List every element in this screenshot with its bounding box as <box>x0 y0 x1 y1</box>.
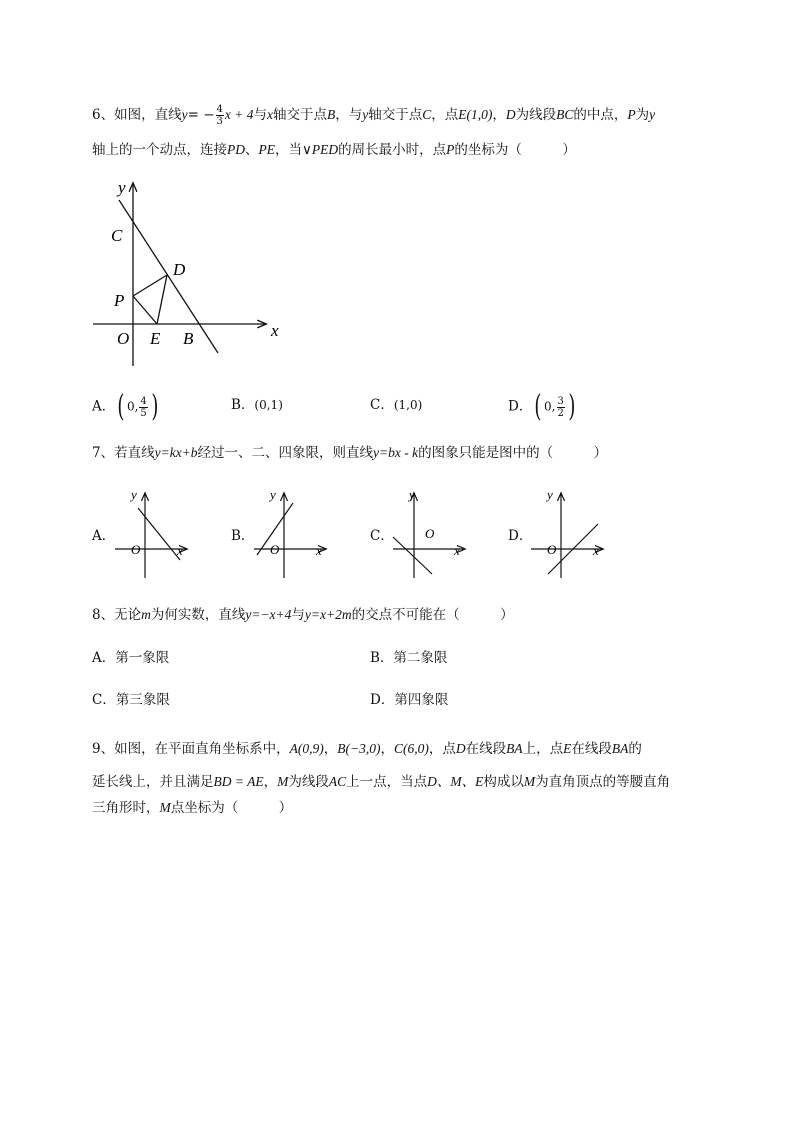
q9-l1-a: 9、如图，在平面直角坐标系中， <box>92 741 290 757</box>
q9-l2-b: ， <box>263 774 278 790</box>
q7-d-x: x <box>593 543 599 558</box>
q7-c-y: y <box>409 488 415 502</box>
q7-a-x: x <box>177 543 183 558</box>
q6-option-a-frac <box>139 396 147 419</box>
q6-figure <box>88 178 288 368</box>
q6-line2-e: 的坐标为（ ） <box>454 142 576 158</box>
q9-BA: BA <box>506 741 523 756</box>
q9-l1-h: 的 <box>628 741 642 757</box>
q7-a-line <box>138 508 180 560</box>
q6-eq-minus: = − <box>187 107 215 123</box>
q9-l2-c: 为线段 <box>288 774 329 790</box>
q7-d-o: O <box>547 542 557 557</box>
q7-option-b-letter: B． <box>231 528 255 544</box>
q6-t3: ，与 <box>335 107 363 123</box>
q9-l1-g: 在线段 <box>571 741 612 757</box>
q6-triangle: ∨PED <box>302 142 339 157</box>
q8-option-d: D．第四象限 <box>370 692 449 708</box>
q6-option-c <box>370 394 422 416</box>
q7-line <box>92 442 607 464</box>
q6-frac-num: 4 <box>216 104 223 115</box>
q7-option-d-letter: D． <box>508 528 533 544</box>
q6-option-a-den: 5 <box>140 407 147 419</box>
q6-y-var: y <box>362 107 369 122</box>
q7-option-a-letter: A． <box>92 528 116 544</box>
q9-line1 <box>92 738 642 760</box>
q8-option-b: B．第二象限 <box>370 650 448 666</box>
q7-eq1: y=kx+b <box>154 445 198 460</box>
q7-mid: 经过一、二、四象限，则直线 <box>197 445 374 461</box>
q7-a-o: O <box>131 542 141 557</box>
q6-option-a-num: 4 <box>140 395 147 407</box>
q6-line2 <box>92 139 576 161</box>
q6-line2-d: 的周长最小时，点 <box>338 142 447 158</box>
q7-option-c-letter: C． <box>370 528 394 544</box>
q6-x-var: x <box>267 107 273 122</box>
q9-eq: BD = AE <box>213 774 264 789</box>
q7-graph-d <box>526 488 606 580</box>
q6-fig-x-label: x <box>271 321 279 340</box>
q6-t9: 为 <box>635 107 650 123</box>
q6-t5: ，点 <box>431 107 459 123</box>
q6-P2: P <box>446 142 455 157</box>
q6-t4: 轴交于点 <box>368 107 423 123</box>
q6-PD: PD <box>227 142 245 157</box>
q6-frac-den: 3 <box>216 116 223 127</box>
q6-fig-B: B <box>183 329 194 348</box>
q6-option-d-frac <box>557 396 565 419</box>
q6-fraction <box>216 104 224 127</box>
q6-segment-ed <box>157 275 167 324</box>
q6-t8: 的中点， <box>573 107 628 123</box>
q6-fig-C: C <box>111 226 123 245</box>
q7-c-o: O <box>425 526 435 541</box>
q6-E-point: E(1,0) <box>458 107 493 122</box>
q6-option-d: D．( 0, $\frac{3}{2}$ ) <box>508 389 576 424</box>
q6-fig-O: O <box>117 329 130 348</box>
q7-eq2: y=bx - k <box>373 445 419 460</box>
q7-a-y: y <box>131 488 137 502</box>
q9-M2: M <box>523 774 536 789</box>
q8-option-c: C．第三象限 <box>92 692 170 708</box>
q6-line2-b: 、 <box>245 142 259 158</box>
q9-line3 <box>92 797 292 819</box>
q6-B: B <box>327 107 336 122</box>
q9-A: A(0,9) <box>289 741 324 756</box>
q9-l1-c: ， <box>380 741 394 757</box>
q8-line <box>92 604 514 626</box>
q6-t7: 为线段 <box>515 107 557 123</box>
q9-l3-b: 点坐标为（ ） <box>170 800 293 816</box>
q6-fig-y-label: y <box>118 178 126 197</box>
q9-l2-d: 上一点，当点 <box>346 774 428 790</box>
q6-segment-pe <box>133 296 157 324</box>
q6-P: P <box>627 107 636 122</box>
q6-line-bc <box>119 200 218 353</box>
q6-t1: 与 <box>253 107 267 123</box>
q8-eq2: y=x+2m <box>304 607 352 622</box>
q6-line1 <box>92 104 655 127</box>
q7-suffix: 的图象只能是图中的（ ） <box>418 445 608 461</box>
q7-d-y: y <box>547 488 553 502</box>
q7-c-line <box>393 537 432 574</box>
q6-t6: ， <box>492 107 506 123</box>
q6-option-b-value: (0,1) <box>254 398 283 412</box>
q9-M: M <box>277 774 289 789</box>
q6-option-c-value: (1,0) <box>393 398 423 412</box>
q7-graph-b <box>249 488 329 580</box>
q9-l2-a: 延长线上，并且满足 <box>92 774 214 790</box>
q6-option-c-letter: C． <box>370 397 394 413</box>
q6-prefix: 6、如图，直线 <box>92 107 182 123</box>
q8-mid1: 为何实数，直线 <box>150 607 246 623</box>
q9-C: C(6,0) <box>393 741 429 756</box>
q6-option-d-pre: 0, <box>544 399 556 414</box>
q8-suffix: 的交点不可能在（ ） <box>351 607 514 623</box>
q6-eq-y: y <box>181 107 188 122</box>
q9-line2 <box>92 771 670 793</box>
q9-DME: D、M、E <box>427 774 484 789</box>
q6-option-d-den: 2 <box>557 407 564 419</box>
q6-BC: BC <box>556 107 574 122</box>
q6-C: C <box>422 107 432 122</box>
q8-m: m <box>141 607 151 622</box>
q6-option-d-letter: D． <box>508 398 533 415</box>
q9-l1-e: 在线段 <box>465 741 507 757</box>
q6-D: D <box>505 107 516 122</box>
q6-option-a-pre: 0, <box>126 399 139 414</box>
q9-E: E <box>563 741 572 756</box>
q7-graph-c <box>388 488 468 580</box>
q6-t2: 轴交于点 <box>273 107 327 123</box>
q7-c-x: x <box>454 543 460 558</box>
q9-l2-f: 为直角顶点的等腰直角 <box>535 774 671 790</box>
q9-l1-b: ， <box>323 741 338 757</box>
q7-b-y: y <box>270 488 276 502</box>
q8-eq1: y=−x+4 <box>245 607 292 622</box>
q7-prefix: 7、若直线 <box>92 445 155 461</box>
q9-B: B(−3,0) <box>337 741 381 756</box>
q6-segment-pd <box>133 275 167 296</box>
q9-AC: AC <box>328 774 347 789</box>
q6-fig-P: P <box>114 291 125 310</box>
q7-b-x: x <box>316 543 322 558</box>
q6-option-b-letter: B． <box>231 397 255 413</box>
q9-l3-a: 三角形时， <box>92 800 160 816</box>
q9-l1-d: ，点 <box>428 741 456 757</box>
q6-y-var2: y <box>649 107 656 122</box>
q8-prefix: 8、无论 <box>92 607 142 623</box>
q6-option-d-num: 3 <box>557 395 564 407</box>
q6-option-a: A．( 0, $\frac{4}{5}$ ) <box>92 389 159 424</box>
q8-option-a: A．第一象限 <box>92 650 170 666</box>
q7-graph-a <box>110 488 190 580</box>
q6-fig-D: D <box>173 260 186 279</box>
q6-fig-E: E <box>150 329 161 348</box>
q9-l2-e: 构成以 <box>483 774 524 790</box>
q6-PE: PE <box>258 142 275 157</box>
q7-b-o: O <box>270 542 280 557</box>
q6-option-a-letter: A． <box>92 398 116 415</box>
q9-M3: M <box>159 800 171 815</box>
q6-line2-c: ，当 <box>275 142 302 158</box>
q6-eq-rest: x + 4 <box>224 107 254 122</box>
q8-mid2: 与 <box>291 607 305 623</box>
q6-line2-a: 轴上的一个动点，连接 <box>92 142 227 158</box>
q9-BA2: BA <box>611 741 629 756</box>
q6-option-b <box>231 394 283 416</box>
q9-l1-f: 上，点 <box>522 741 564 757</box>
q9-D: D <box>455 741 466 756</box>
